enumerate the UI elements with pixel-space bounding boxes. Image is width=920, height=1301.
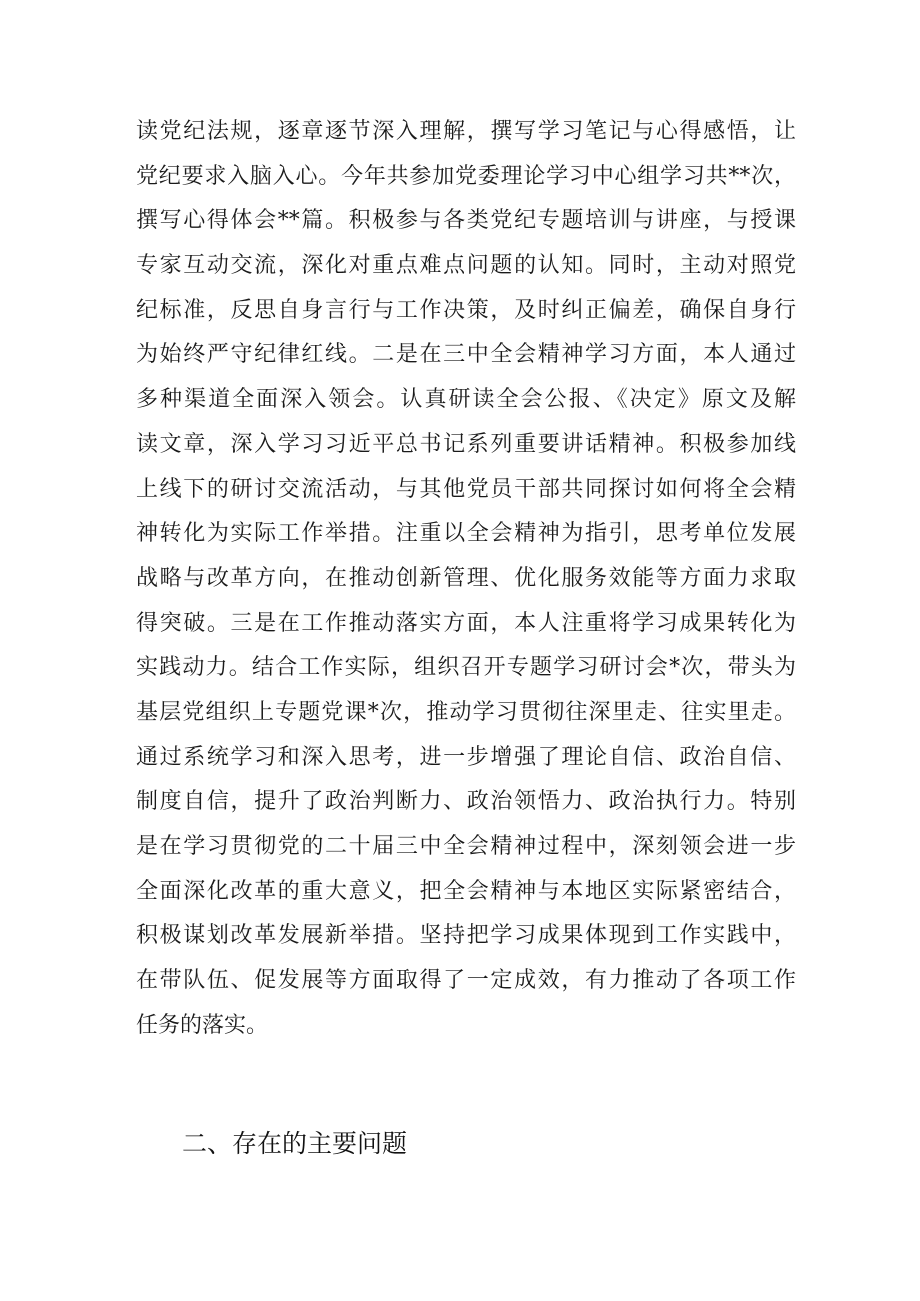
paragraph-line: 读文章，深入学习习近平总书记系列重要讲话精神。积极参加线 [136, 431, 796, 457]
paragraph-line: 神转化为实际工作举措。注重以全会精神为指引，思考单位发展 [136, 521, 796, 547]
paragraph-line: 积极谋划改革发展新举措。坚持把学习成果体现到工作实践中， [136, 923, 796, 949]
paragraph-line: 党纪要求入脑入心。今年共参加党委理论学习中心组学习共**次， [136, 163, 796, 189]
paragraph-line: 撰写心得体会**篇。积极参与各类党纪专题培训与讲座，与授课 [136, 208, 796, 234]
paragraph-line: 在带队伍、促发展等方面取得了一定成效，有力推动了各项工作 [136, 968, 796, 994]
paragraph-line: 制度自信，提升了政治判断力、政治领悟力、政治执行力。特别 [136, 789, 796, 815]
paragraph-line: 全面深化改革的重大意义，把全会精神与本地区实际紧密结合， [136, 878, 796, 904]
paragraph-line: 多种渠道全面深入领会。认真研读全会公报、《决定》原文及解 [136, 387, 796, 413]
paragraph-line: 基层党组织上专题党课*次，推动学习贯彻往深里走、往实里走。 [136, 699, 796, 725]
paragraph-line: 读党纪法规，逐章逐节深入理解，撰写学习笔记与心得感悟，让 [136, 119, 796, 144]
paragraph-line: 得突破。三是在工作推动落实方面，本人注重将学习成果转化为 [136, 610, 796, 636]
section-heading: 二、存在的主要问题 [182, 1129, 408, 1158]
paragraph-line: 专家互动交流，深化对重点难点问题的认知。同时，主动对照党 [136, 253, 796, 279]
paragraph-line: 上线下的研讨交流活动，与其他党员干部共同探讨如何将全会精 [136, 476, 796, 502]
paragraph-line: 实践动力。结合工作实际，组织召开专题学习研讨会*次，带头为 [136, 655, 796, 681]
paragraph-line: 纪标准，反思自身言行与工作决策，及时纠正偏差，确保自身行 [136, 297, 796, 323]
body-paragraph [136, 110, 796, 1048]
paragraph-line: 是在学习贯彻党的二十届三中全会精神过程中，深刻领会进一步 [136, 834, 796, 859]
paragraph-line: 为始终严守纪律红线。二是在三中全会精神学习方面，本人通过 [136, 342, 796, 368]
paragraph-line: 任务的落实。 [136, 1012, 269, 1038]
paragraph-line: 通过系统学习和深入思考，进一步增强了理论自信、政治自信、 [136, 744, 796, 770]
paragraph-line: 战略与改革方向，在推动创新管理、优化服务效能等方面力求取 [136, 565, 796, 591]
